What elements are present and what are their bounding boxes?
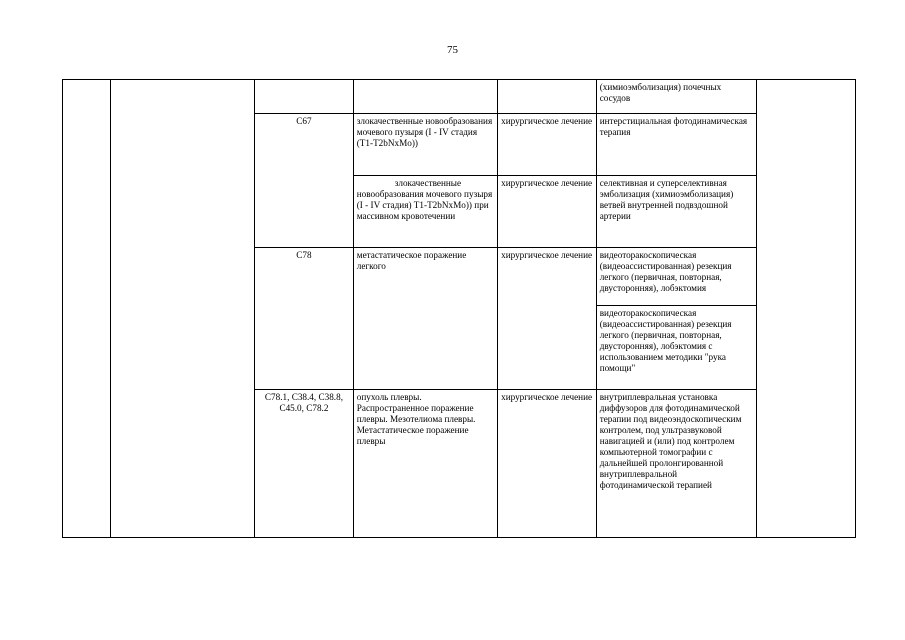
treatment-cell: хирургическое лечение bbox=[498, 248, 597, 390]
treatment-cell: хирургическое лечение bbox=[498, 390, 597, 538]
code-cell: C67 bbox=[255, 114, 354, 248]
page-number: 75 bbox=[447, 44, 458, 56]
code-cell: C78.1, C38.4, C38.8, C45.0, C78.2 bbox=[255, 390, 354, 538]
diagnosis-cell: злокачественные новообразования мочевого пузыря (I - IV стадия (T1-T2bNxMo)) bbox=[353, 114, 497, 176]
code-cell bbox=[255, 80, 354, 114]
medical-care-table bbox=[62, 79, 856, 538]
method-cell: внутриплевральная установка диффузоров для фотодинамической терапии под видеоэндоскопическим контролем, под ультразвуковой навигацией и (или) под контролем компьютерной томографии с дальнейшей пролонгированной внутриплевральной фотодинамической терапией bbox=[596, 390, 757, 538]
method-cell: селективная и суперселективная эмболизация (химиоэмболизация) ветвей внутренней подвздошной артерии bbox=[596, 176, 757, 248]
col-number-cell bbox=[63, 80, 111, 538]
diagnosis-cell: опухоль плевры. Распространенное поражение плевры. Мезотелиома плевры. Метастатическое поражение плевры bbox=[353, 390, 497, 538]
diagnosis-cell: метастатическое поражение легкого bbox=[353, 248, 497, 390]
method-cell: (химиоэмболизация) почечных сосудов bbox=[596, 80, 757, 114]
diagnosis-cell bbox=[353, 80, 497, 114]
method-cell: интерстициальная фотодинамическая терапия bbox=[596, 114, 757, 176]
col-group-name-cell bbox=[110, 80, 254, 538]
col-tariff-cell bbox=[757, 80, 856, 538]
treatment-cell: хирургическое лечение bbox=[498, 114, 597, 176]
treatment-cell: хирургическое лечение bbox=[498, 176, 597, 248]
method-cell: видеоторакоскопическая (видеоассистированная) резекция легкого (первичная, повторная, двусторонняя), лобэктомия с использованием методики "рука помощи" bbox=[596, 306, 757, 390]
method-cell: видеоторакоскопическая (видеоассистированная) резекция легкого (первичная, повторная, двусторонняя), лобэктомия bbox=[596, 248, 757, 306]
treatment-cell bbox=[498, 80, 597, 114]
diagnosis-cell: злокачественные новообразования мочевого пузыря (I - IV стадия) T1-T2bNxMo)) при массивном кровотечении bbox=[353, 176, 497, 248]
table-row bbox=[63, 80, 856, 114]
code-cell: C78 bbox=[255, 248, 354, 390]
